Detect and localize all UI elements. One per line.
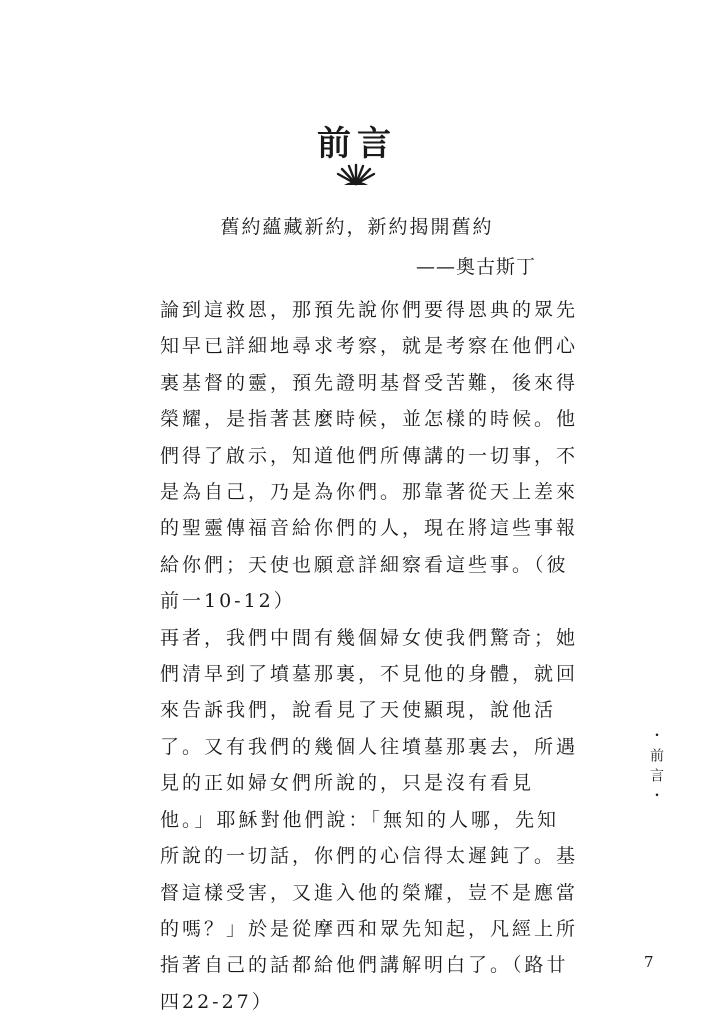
chapter-title: 前言 [317, 124, 397, 164]
paragraph: 再者，我們中間有幾個婦女使我們驚奇；她們清早到了墳墓那裏，不見他的身體，就回來告訴我們，說看見了天使顯現，說他活了。又有我們的幾個人往墳墓那裏去，所遇見的正如婦女們所說的，只是沒有看見他。」耶穌對他們說：「無知的人哪，先知所說的一切話，你們的心信得太遲鈍了。基督這樣受害，又進入他的榮耀，豈不是應當的嗎？」於是從摩西和眾先知起，凡經上所指著自己的話都給他們講解明白了。（路廿四22-27） [160, 626, 579, 1013]
page-number: 7 [644, 953, 654, 971]
epigraph-quote: 舊約蘊藏新約，新約揭開舊約 [220, 216, 494, 238]
fan-ornament-icon [336, 164, 376, 186]
paragraph: 論到這救恩，那預先說你們要得恩典的眾先知早已詳細地尋求考察，就是考察在他們心裏基督的靈，預先證明基督受苦難，後來得榮耀，是指著甚麼時候，並怎樣的時候。他們得了啟示，知道他們所傳講的一切事，不是為自己，乃是為你們。那靠著從天上差來的聖靈傳福音給你們的人，現在將這些事報給你們；天使也願意詳細察看這些事。（彼前一10-12） [160, 299, 579, 613]
body-text [160, 292, 580, 1020]
epigraph-attribution: ——奧古斯丁 [415, 256, 536, 278]
running-header: ・前言・ [648, 728, 664, 808]
